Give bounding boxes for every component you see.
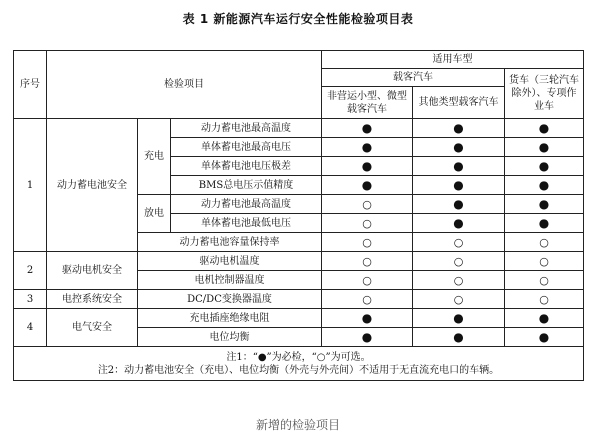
item-name: 驱动电机温度 — [138, 252, 322, 271]
notes-cell — [14, 347, 584, 381]
mark-cell: ● — [413, 328, 505, 347]
subgroup-name: 充电 — [138, 119, 171, 195]
header-other-passenger: 其他类型载客汽车 — [413, 87, 505, 119]
notes-row — [14, 347, 584, 381]
mark-cell: ○ — [322, 233, 413, 252]
mark-cell: ● — [322, 119, 413, 138]
mark-cell: ○ — [505, 290, 584, 309]
mark-cell: ● — [413, 157, 505, 176]
note-2: 注2：动力蓄电池安全（充电）、电位均衡（外壳与外壳间）不适用于无直流充电口的车辆。 — [97, 364, 500, 376]
group-seq: 4 — [14, 309, 47, 347]
mark-cell: ● — [505, 214, 584, 233]
mark-cell: ○ — [413, 271, 505, 290]
mark-cell: ○ — [505, 252, 584, 271]
image-caption: 新增的检验项目 — [255, 418, 340, 432]
table-row — [14, 252, 584, 271]
mark-cell: ● — [505, 138, 584, 157]
mark-cell: ● — [413, 195, 505, 214]
item-name: 单体蓄电池最高电压 — [171, 138, 322, 157]
header-row-1 — [14, 51, 584, 69]
mark-cell: ● — [505, 195, 584, 214]
item-name: 电位均衡 — [138, 328, 322, 347]
group-seq: 2 — [14, 252, 47, 290]
group-name: 电控系统安全 — [47, 290, 138, 309]
group-name: 驱动电机安全 — [47, 252, 138, 290]
header-truck: 货车（三轮汽车除外）、专项作业车 — [505, 69, 584, 119]
item-name: 单体蓄电池最低电压 — [171, 214, 322, 233]
mark-cell: ● — [322, 138, 413, 157]
mark-cell: ● — [413, 309, 505, 328]
mark-cell: ● — [413, 138, 505, 157]
mark-cell: ○ — [505, 271, 584, 290]
group-seq: 1 — [14, 119, 47, 252]
item-name: 充电插座绝缘电阻 — [138, 309, 322, 328]
mark-cell: ○ — [505, 233, 584, 252]
item-name: BMS总电压示值精度 — [171, 176, 322, 195]
mark-cell: ● — [413, 119, 505, 138]
item-name: 动力蓄电池最高温度 — [171, 119, 322, 138]
mark-cell: ● — [322, 157, 413, 176]
mark-cell: ● — [505, 119, 584, 138]
mark-cell: ● — [413, 214, 505, 233]
mark-cell: ○ — [413, 233, 505, 252]
item-name: 动力蓄电池容量保持率 — [138, 233, 322, 252]
header-nonop-small: 非营运小型、微型载客汽车 — [322, 87, 413, 119]
item-name: 动力蓄电池最高温度 — [171, 195, 322, 214]
table-row — [14, 119, 584, 138]
mark-cell: ○ — [413, 252, 505, 271]
mark-cell: ○ — [322, 195, 413, 214]
mark-cell: ● — [322, 176, 413, 195]
mark-cell: ● — [505, 328, 584, 347]
mark-cell: ● — [322, 328, 413, 347]
inspection-table — [13, 50, 584, 381]
table-row — [14, 290, 584, 309]
mark-cell: ● — [505, 157, 584, 176]
subgroup-name: 放电 — [138, 195, 171, 233]
header-seq: 序号 — [14, 51, 47, 119]
mark-cell: ○ — [322, 290, 413, 309]
header-passenger: 载客汽车 — [322, 69, 505, 87]
header-applicable: 适用车型 — [322, 51, 584, 69]
mark-cell: ● — [505, 309, 584, 328]
group-seq: 3 — [14, 290, 47, 309]
group-name: 动力蓄电池安全 — [47, 119, 138, 252]
note-1: 注1：“●”为必检，“○”为可选。 — [226, 351, 371, 363]
mark-cell: ● — [322, 309, 413, 328]
header-item: 检验项目 — [47, 51, 322, 119]
table-row — [14, 309, 584, 328]
mark-cell: ○ — [322, 214, 413, 233]
table-title: 表 1 新能源汽车运行安全性能检验项目表 — [182, 12, 414, 26]
mark-cell: ● — [505, 176, 584, 195]
mark-cell: ○ — [322, 252, 413, 271]
mark-cell: ○ — [322, 271, 413, 290]
group-name: 电气安全 — [47, 309, 138, 347]
item-name: 电机控制器温度 — [138, 271, 322, 290]
mark-cell: ● — [413, 176, 505, 195]
item-name: 单体蓄电池电压极差 — [171, 157, 322, 176]
item-name: DC/DC变换器温度 — [138, 290, 322, 309]
mark-cell: ○ — [413, 290, 505, 309]
